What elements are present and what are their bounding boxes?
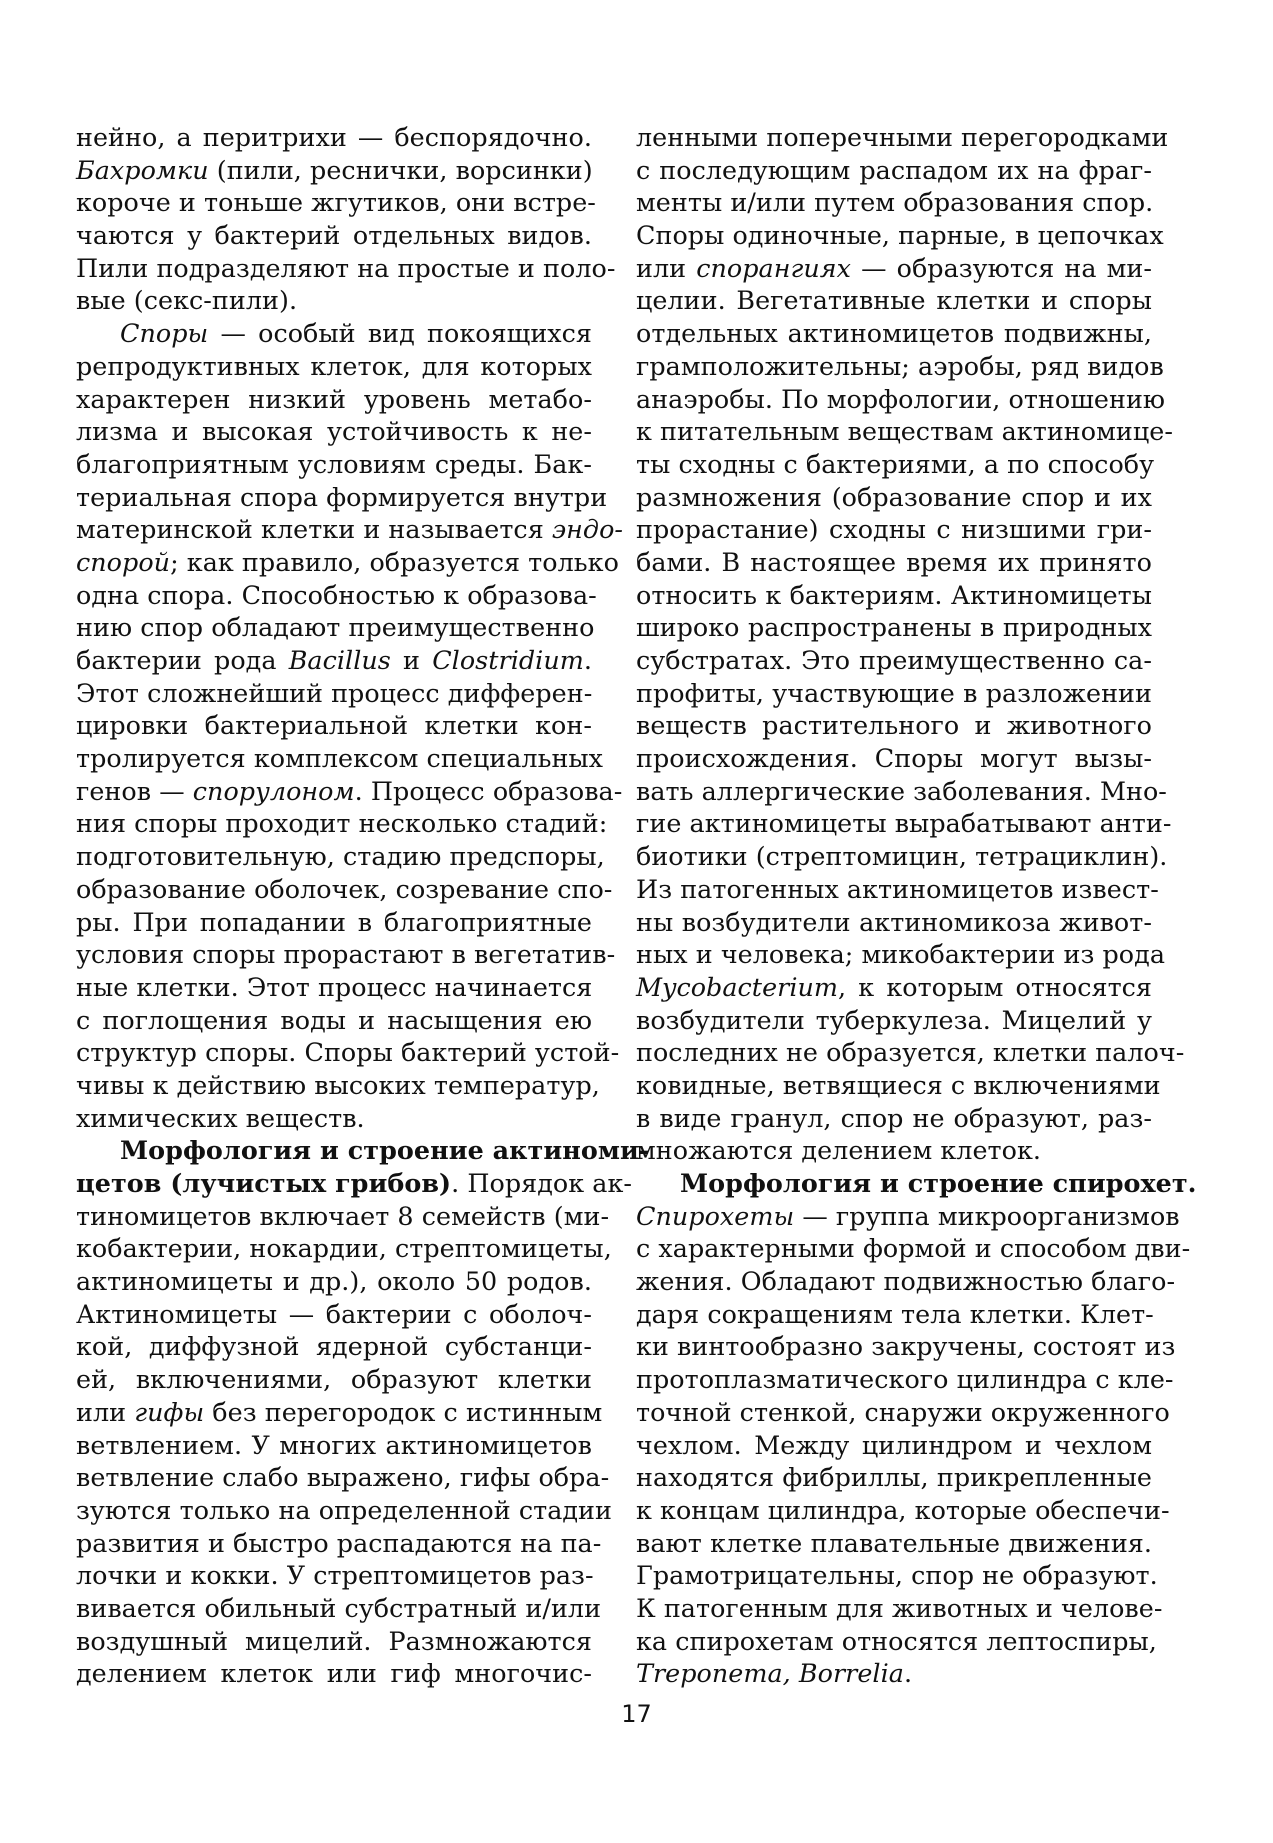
text-line	[636, 1429, 1152, 1462]
text-segment: ленными поперечными перегородками	[636, 122, 1169, 152]
text-line	[636, 219, 1164, 252]
text-segment: анаэробы. По морфологии, отношению	[636, 383, 1166, 414]
text-line	[636, 1527, 1152, 1560]
text-segment: с характерными формой и способом дви-	[636, 1233, 1191, 1264]
text-segment: тиномицетов включает 8 семейств (ми-	[76, 1200, 610, 1231]
text-line	[636, 775, 1167, 808]
text-line	[636, 1265, 1176, 1298]
text-segment: вать аллергические заболевания. Мно-	[636, 775, 1167, 806]
text-segment: материнской клетки и называется	[76, 514, 552, 545]
text-segment: лизма и высокая устойчивость к не-	[76, 416, 592, 447]
text-line	[636, 154, 1152, 187]
text-line	[636, 1102, 1152, 1135]
text-segment: вивается обильный субстратный и/или	[76, 1592, 602, 1623]
text-segment: последних не образуется, клетки палоч-	[636, 1037, 1185, 1068]
text-line	[636, 938, 1166, 971]
text-line	[636, 415, 1173, 448]
text-line	[76, 448, 592, 481]
text-segment: генов —	[76, 775, 193, 806]
text-line	[636, 546, 1152, 579]
text-line	[76, 1102, 592, 1135]
bold-heading-text: Морфология и строение актиноми-	[120, 1135, 650, 1166]
text-segment: короче и тоньше жгутиков, они встре-	[76, 187, 596, 218]
text-segment: с поглощения воды и насыщения ею	[76, 1004, 592, 1035]
text-line	[636, 1036, 1185, 1069]
text-segment: структур споры. Споры бактерий устой-	[76, 1037, 620, 1068]
text-line	[76, 1265, 592, 1298]
text-segment: делением клеток или гиф многочис-	[76, 1658, 592, 1689]
text-line	[76, 350, 592, 383]
text-line	[636, 1004, 1152, 1037]
text-segment: Пили подразделяют на простые и поло-	[76, 252, 616, 283]
text-line	[76, 807, 608, 840]
text-line	[636, 742, 1152, 775]
text-line	[76, 1363, 592, 1396]
text-segment: химических веществ.	[76, 1102, 365, 1133]
text-line	[636, 579, 1152, 612]
text-segment: относить к бактериям. Актиномицеты	[636, 579, 1152, 610]
text-segment: .	[903, 1658, 913, 1689]
text-segment: биотики (стрептомицин, тетрациклин).	[636, 841, 1168, 872]
text-line	[636, 840, 1168, 873]
text-segment: кобактерии, нокардии, стрептомицеты,	[76, 1233, 612, 1264]
text-segment: воздушный мицелий. Размножаются	[76, 1625, 592, 1656]
text-line	[76, 1134, 650, 1167]
text-segment: характерен низкий уровень метабо-	[76, 383, 592, 414]
italic-term: спорой	[76, 546, 171, 577]
text-segment: нейно, а перитрихи — беспорядочно.	[76, 122, 592, 152]
text-segment: развития и быстро распадаются на па-	[76, 1527, 602, 1558]
text-segment: бактерии рода	[76, 645, 289, 675]
text-segment: цировки бактериальной клетки кон-	[76, 710, 592, 741]
text-segment: целии. Вегетативные клетки и споры	[636, 285, 1152, 316]
text-segment: множаются делением клеток.	[636, 1135, 1042, 1166]
text-segment: — образуются на ми-	[851, 252, 1152, 283]
text-segment: подготовительную, стадию предспоры,	[76, 841, 605, 872]
text-segment: находятся фибриллы, прикрепленные	[636, 1462, 1152, 1493]
text-line	[76, 1200, 610, 1233]
text-segment: лочки и кокки. У стрептомицетов раз-	[76, 1560, 594, 1591]
text-segment: ей, включениями, образуют клетки	[76, 1364, 592, 1395]
text-line	[636, 1069, 1161, 1102]
text-line	[636, 906, 1152, 939]
text-line	[636, 677, 1152, 710]
text-line	[76, 186, 596, 219]
text-segment: вают клетке плавательные движения.	[636, 1527, 1152, 1558]
text-line	[76, 873, 613, 906]
text-line	[76, 1592, 602, 1625]
text-line	[636, 1134, 1152, 1167]
text-segment: — особый вид покоящихся	[208, 318, 592, 349]
text-line	[76, 317, 592, 350]
text-segment: ны возбудители актиномикоза живот-	[636, 906, 1152, 937]
text-line	[76, 1004, 592, 1037]
text-segment: или	[76, 1396, 135, 1427]
text-line	[636, 284, 1152, 317]
text-line	[636, 317, 1152, 350]
text-line	[76, 644, 592, 677]
text-segment: . Порядок ак-	[451, 1168, 633, 1198]
text-segment: репродуктивных клеток, для которых	[76, 350, 592, 381]
italic-term: спорулоном	[192, 775, 355, 806]
text-line	[76, 415, 592, 448]
text-line	[76, 513, 624, 546]
text-line	[76, 1232, 612, 1265]
text-segment: бами. В настоящее время их принято	[636, 546, 1152, 577]
text-segment: ры. При попадании в благоприятные	[76, 906, 592, 937]
text-line	[76, 1461, 610, 1494]
text-line	[76, 219, 592, 252]
text-line	[636, 1363, 1174, 1396]
text-segment: к концам цилиндра, которые обеспечи-	[636, 1494, 1170, 1525]
italic-term: спорангиях	[696, 252, 852, 283]
text-line	[636, 481, 1152, 514]
text-segment: ветвлением. У многих актиномицетов	[76, 1429, 592, 1460]
text-segment: К патогенным для животных и челове-	[636, 1592, 1163, 1623]
text-segment: тролируется комплексом специальных	[76, 743, 604, 774]
text-line	[76, 709, 592, 742]
text-segment: . Процесс образова-	[354, 775, 623, 806]
text-segment: ковидные, ветвящиеся с включениями	[636, 1069, 1161, 1100]
text-line	[76, 154, 592, 187]
text-line	[636, 1494, 1170, 1527]
text-line	[76, 546, 619, 579]
text-segment: субстратах. Это преимущественно са-	[636, 645, 1152, 675]
text-line	[636, 1461, 1152, 1494]
text-segment: в виде гранул, спор не образуют, раз-	[636, 1102, 1152, 1133]
text-segment: .	[583, 645, 593, 675]
text-segment: ки винтообразно закручены, состоят из	[636, 1331, 1176, 1362]
text-line	[76, 1527, 602, 1560]
text-segment: нию спор обладают преимущественно	[76, 612, 595, 643]
text-line	[76, 1657, 592, 1690]
text-line	[636, 709, 1152, 742]
text-line	[76, 1429, 592, 1462]
text-line	[636, 252, 1152, 285]
text-line	[636, 513, 1152, 546]
text-line	[76, 742, 604, 775]
text-line	[636, 121, 1169, 154]
text-segment: гие актиномицеты вырабатывают анти-	[636, 808, 1172, 839]
left-text-column	[76, 121, 650, 1690]
text-line	[76, 1559, 592, 1592]
bold-heading-text: цетов (лучистых грибов)	[76, 1168, 452, 1198]
italic-term: Споры	[120, 318, 209, 349]
text-line	[636, 807, 1172, 840]
italic-term: гифы	[134, 1396, 205, 1427]
text-segment: точной стенкой, снаружи окруженного	[636, 1396, 1170, 1427]
text-line	[636, 1396, 1170, 1429]
italic-term: Treponema, Borrelia	[636, 1658, 904, 1689]
italic-term: Bacillus	[288, 645, 391, 675]
text-segment: — группа микроорганизмов	[794, 1200, 1180, 1231]
text-segment: ветвление слабо выражено, гифы обра-	[76, 1462, 610, 1493]
italic-term: Clostridium	[432, 645, 584, 675]
text-line	[636, 1559, 1158, 1592]
text-segment: чехлом. Между цилиндром и чехлом	[636, 1429, 1152, 1460]
text-segment: и	[390, 645, 433, 675]
text-line	[636, 383, 1166, 416]
text-segment: или	[636, 252, 697, 283]
text-segment: возбудители туберкулеза. Мицелий у	[636, 1004, 1152, 1035]
text-line	[76, 1069, 600, 1102]
text-segment: ка спирохетам относятся лептоспиры,	[636, 1625, 1157, 1656]
text-segment: (пили, реснички, ворсинки)	[208, 154, 593, 185]
text-segment: к питательным веществам актиномице-	[636, 416, 1173, 447]
text-segment: Грамотрицательны, спор не образуют.	[636, 1560, 1158, 1591]
text-segment: менты и/или путем образования спор.	[636, 187, 1154, 218]
text-segment: Из патогенных актиномицетов извест-	[636, 873, 1159, 904]
text-segment: грамположительны; аэробы, ряд видов	[636, 350, 1164, 381]
text-segment: ния споры проходит несколько стадий:	[76, 808, 608, 839]
text-segment: профиты, участвующие в разложении	[636, 677, 1152, 708]
text-line	[76, 840, 605, 873]
right-text-column	[636, 121, 1197, 1690]
text-line	[76, 611, 595, 644]
text-segment: веществ растительного и животного	[636, 710, 1152, 741]
text-segment: даря сокращениям тела клетки. Клет-	[636, 1298, 1154, 1329]
text-line	[636, 873, 1159, 906]
text-line	[76, 677, 592, 710]
text-line	[76, 383, 592, 416]
text-line	[76, 579, 597, 612]
text-line	[636, 1232, 1191, 1265]
text-segment: условия споры прорастают в вегетатив-	[76, 939, 616, 970]
text-line	[636, 611, 1152, 644]
text-segment: без перегородок с истинным	[204, 1396, 603, 1427]
text-segment: широко распространены в природных	[636, 612, 1152, 643]
text-segment: териальная спора формируется внутри	[76, 481, 608, 512]
italic-term: эндо-	[551, 514, 624, 545]
text-segment: Споры одиночные, парные, в цепочках	[636, 220, 1164, 251]
text-line	[76, 938, 616, 971]
text-segment: ; как правило, образуется только	[170, 546, 619, 577]
text-line	[76, 1330, 592, 1363]
text-line	[76, 1494, 613, 1527]
text-line	[76, 1036, 620, 1069]
page-number: 17	[621, 1700, 652, 1728]
text-segment: чаются у бактерий отдельных видов.	[76, 220, 592, 251]
text-segment: актиномицеты и др.), около 50 родов.	[76, 1266, 592, 1297]
text-segment: , к которым относятся	[838, 971, 1152, 1002]
text-line	[636, 186, 1152, 219]
text-line	[76, 971, 592, 1004]
text-segment: кой, диффузной ядерной субстанци-	[76, 1331, 592, 1362]
text-line	[636, 644, 1152, 677]
text-line	[76, 906, 592, 939]
text-line	[636, 448, 1155, 481]
bold-heading-text: Морфология и строение спирохет.	[680, 1168, 1197, 1198]
text-line	[636, 1330, 1176, 1363]
text-segment: ных и человека; микобактерии из рода	[636, 939, 1166, 970]
text-segment: жения. Обладают подвижностью благо-	[636, 1266, 1176, 1297]
text-segment: размножения (образование спор и их	[636, 481, 1152, 512]
text-line	[636, 350, 1164, 383]
text-line	[76, 252, 616, 285]
text-segment: протоплазматического цилиндра с кле-	[636, 1364, 1174, 1395]
text-line	[636, 1592, 1163, 1625]
text-line	[76, 1625, 592, 1658]
text-segment: вые (секс-пили).	[76, 285, 298, 316]
text-line	[76, 1396, 603, 1429]
text-segment: одна спора. Способностью к образова-	[76, 579, 597, 610]
text-line	[636, 971, 1152, 1004]
italic-term: Спирохеты	[636, 1200, 795, 1231]
italic-term: Бахромки	[76, 154, 209, 185]
text-segment: зуются только на определенной стадии	[76, 1494, 613, 1525]
text-segment: прорастание) сходны с низшими гри-	[636, 514, 1152, 545]
text-line	[76, 1298, 592, 1331]
text-line	[76, 1167, 633, 1200]
text-segment: происхождения. Споры могут вызы-	[636, 743, 1152, 774]
text-segment: с последующим распадом их на фраг-	[636, 154, 1152, 185]
text-segment: благоприятным условиям среды. Бак-	[76, 448, 592, 479]
text-segment: ты сходны с бактериями, а по способу	[636, 448, 1155, 479]
text-segment: отдельных актиномицетов подвижны,	[636, 318, 1152, 349]
text-segment: Актиномицеты — бактерии с оболоч-	[76, 1298, 592, 1329]
text-line	[76, 284, 592, 317]
text-line	[636, 1167, 1197, 1200]
text-line	[76, 121, 592, 154]
text-line	[636, 1298, 1152, 1331]
text-segment: ные клетки. Этот процесс начинается	[76, 971, 593, 1002]
italic-term: Mycobacterium	[636, 971, 839, 1002]
text-segment: чивы к действию высоких температур,	[76, 1069, 600, 1100]
text-line	[636, 1200, 1180, 1233]
text-line	[76, 481, 608, 514]
text-segment: образование оболочек, созревание спо-	[76, 873, 613, 904]
text-line	[636, 1657, 1152, 1690]
text-segment: Этот сложнейший процесс дифферен-	[76, 677, 593, 708]
text-line	[636, 1625, 1157, 1658]
text-line	[76, 775, 623, 808]
